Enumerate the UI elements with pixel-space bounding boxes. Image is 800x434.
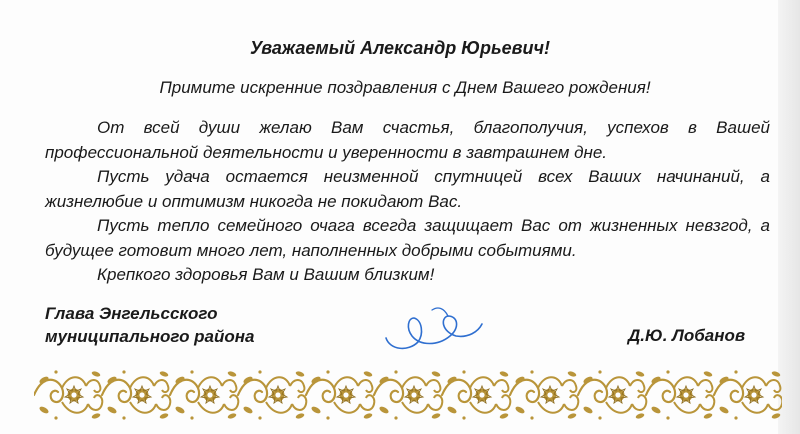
handwritten-signature xyxy=(378,298,498,360)
paragraph-health: Крепкого здоровья Вам и Вашим близким! xyxy=(97,265,435,284)
signer-title xyxy=(45,302,255,348)
greeting-heading: Уважаемый Александр Юрьевич! xyxy=(249,38,551,58)
paragraph-luck: Пусть удача остается неизменной спутницей всех Ваших начинаний, а жизнелюбие и оптимизм никогда не покидают Вас. xyxy=(45,167,770,211)
signer-title-line-1: Глава Энгельсского xyxy=(45,304,218,323)
gold-ornament-border xyxy=(34,366,782,424)
signer-name: Д.Ю. Лобанов xyxy=(628,326,746,345)
signer-title-line-2: муниципального района xyxy=(45,327,255,346)
letter-body xyxy=(45,116,770,288)
paragraph-family: Пусть тепло семейного очага всегда защищает Вас от жизненных невзгод, а будущее готовит много лет, наполненных добрыми событиями. xyxy=(45,216,770,260)
congratulation-line: Примите искренние поздравления с Днем Вашего рождения! xyxy=(159,78,651,97)
paragraph-wishes: От всей души желаю Вам счастья, благополучия, успехов в Вашей профессиональной деятельности и уверенности в завтрашнем дне. xyxy=(45,118,770,162)
